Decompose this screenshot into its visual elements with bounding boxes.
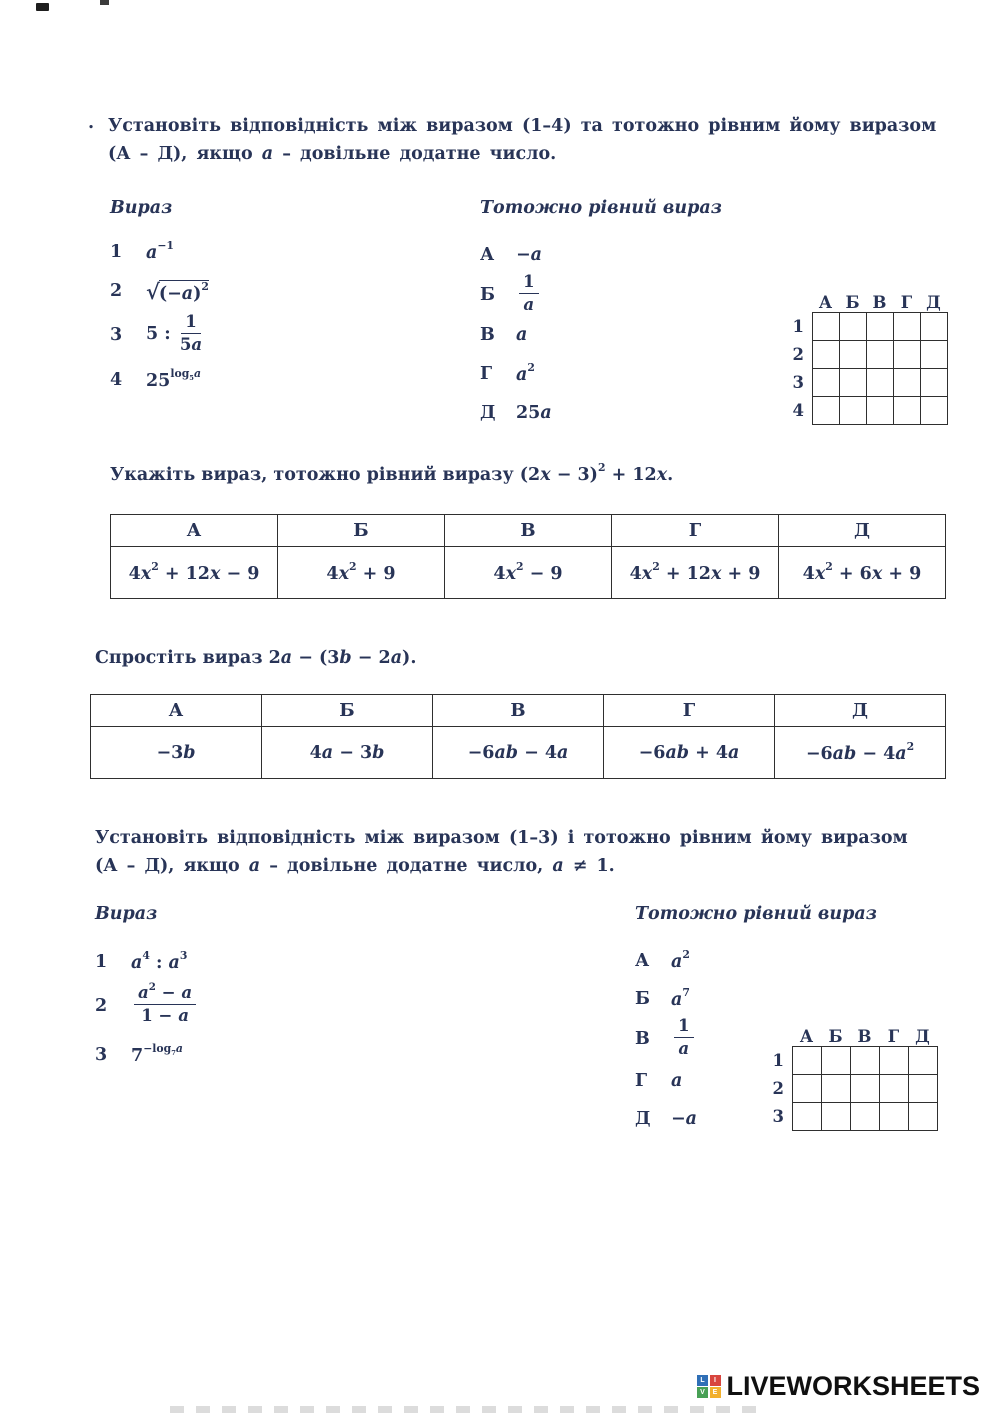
task4-option-a [635,946,690,976]
option-letter: А [635,951,650,971]
task1-option-d [480,398,552,428]
item-number: 1 [110,242,123,262]
item-number: 1 [95,952,108,972]
option-cell[interactable]: $4x^2 - 9$ [445,547,612,599]
answer-cell[interactable] [908,1047,937,1075]
answer-cell[interactable] [839,397,866,425]
task4-equivalent-header: Тотожно рівний вираз [635,904,877,924]
math-expression: −a [516,245,543,265]
answer-cell[interactable] [866,341,893,369]
answer-cell[interactable] [812,397,839,425]
answer-cell[interactable] [879,1103,908,1131]
answer-cell[interactable] [850,1047,879,1075]
task1-prompt [108,112,953,169]
math-expression: $25^{log_5a}$ [146,367,202,391]
task4-option-d [635,1104,697,1134]
task1-option-v [480,320,527,350]
task1-item-1 [110,236,174,268]
task4-option-v [635,1016,697,1062]
answer-cell[interactable] [792,1103,821,1131]
answer-cell[interactable] [866,313,893,341]
item-number: 2 [95,996,108,1016]
math-expression: $a^2$ [671,948,690,972]
option-header-cell: А [91,695,262,727]
grid-column-letter: В [857,1026,872,1046]
option-cell[interactable]: $-6ab - 4a^2$ [775,727,946,779]
option-header-cell: В [433,695,604,727]
answer-cell[interactable] [908,1103,937,1131]
option-header-cell: А [111,515,278,547]
answer-cell[interactable] [893,369,920,397]
grid-header-row [788,292,947,313]
option-header-cell: Г [612,515,779,547]
grid-row [788,313,947,341]
answer-cell[interactable] [866,397,893,425]
option-letter: Г [635,1071,648,1091]
math-expression: $\frac{1}{a}$ [516,274,542,315]
option-cell[interactable]: $4x^2 + 12x + 9$ [612,547,779,599]
answer-cell[interactable] [920,341,947,369]
options-header-row [91,695,946,727]
task4-prompt-line2: (А – Д), якщо a – довільне додатне число, a ≠ 1. [95,856,615,877]
scan-artifact [36,3,49,11]
answer-cell[interactable] [879,1047,908,1075]
answer-cell[interactable] [821,1103,850,1131]
option-letter: Д [635,1109,651,1129]
answer-cell[interactable] [850,1075,879,1103]
answer-cell[interactable] [812,341,839,369]
option-letter: В [635,1029,650,1049]
answer-cell[interactable] [812,369,839,397]
grid-column-letter: Г [900,292,913,312]
option-letter: Д [480,403,496,423]
task2-prompt: Укажіть вираз, тотожно рівний виразу $(2x - 3)^2 + 12x$. [110,461,674,485]
option-letter: Б [480,285,495,305]
math-expression: 5 : $\frac{1}{5a}$ [146,311,203,354]
grid-row-number: 3 [772,1107,784,1126]
task4-item-1 [95,946,187,978]
task1-expression-header: Вираз [110,198,173,218]
item-number: 3 [110,325,123,345]
option-cell[interactable]: $4x^2 + 12x - 9$ [111,547,278,599]
math-expression: $√(-a)^2$ [146,278,209,304]
grid-header-row [768,1026,937,1047]
math-expression: $a^2$ [516,361,535,385]
grid-row [768,1075,937,1103]
task4-option-b [635,984,690,1014]
option-header-cell: В [445,515,612,547]
answer-cell[interactable] [792,1047,821,1075]
option-cell[interactable]: $4x^2 + 6x + 9$ [779,547,946,599]
answer-cell[interactable] [920,313,947,341]
grid-row-number: 4 [792,401,804,420]
task4-item-3 [95,1038,183,1072]
answer-cell[interactable] [866,369,893,397]
task1-equivalent-header: Тотожно рівний вираз [480,198,722,218]
options-header-row [111,515,946,547]
grid-row-number: 2 [792,345,804,364]
math-expression: 25a [516,403,552,423]
option-header-cell: Б [262,695,433,727]
logo-square: L [697,1375,708,1386]
grid-row [788,369,947,397]
option-cell[interactable]: 4a − 3b [262,727,433,779]
options-value-row [111,547,946,599]
option-cell[interactable]: $4x^2 + 9$ [278,547,445,599]
option-letter: Б [635,989,650,1009]
answer-cell[interactable] [839,369,866,397]
task1-answer-grid [788,292,948,425]
grid-row [768,1047,937,1075]
grid-row-number: 1 [772,1051,784,1070]
task3-options-table [90,694,946,779]
grid-row-number: 3 [792,373,804,392]
grid-row-number: 1 [792,317,804,336]
grid-column-letter: Б [828,1026,843,1046]
task4-expression-header: Вираз [95,904,158,924]
grid-corner [788,292,812,313]
task3-prompt: Спростіть вираз 2a − (3b − 2a). [95,648,417,668]
question-number-fragment: . [88,113,95,133]
logo-square: V [697,1387,708,1398]
options-value-row [91,727,946,779]
task1-option-b [480,272,542,318]
math-expression: $\frac{1}{a}$ [671,1018,697,1059]
option-cell[interactable]: −6ab + 4a [604,727,775,779]
task1-item-3 [110,312,205,358]
option-cell[interactable]: −6ab − 4a [433,727,604,779]
task1-item-2 [110,274,209,308]
math-expression: a [516,325,528,345]
math-expression: $a^7$ [671,986,690,1010]
option-letter: Г [480,364,493,384]
answer-cell[interactable] [812,313,839,341]
option-header-cell: Д [775,695,946,727]
task1-option-g [480,358,535,390]
grid-column-letter: А [818,292,833,312]
task1-option-a [480,240,542,270]
option-cell[interactable]: −3b [91,727,262,779]
liveworksheets-wordmark: LIVEWORKSHEETS [726,1371,981,1401]
item-number: 4 [110,370,123,390]
option-letter: А [480,245,495,265]
grid-column-letter: Г [887,1026,900,1046]
answer-cell[interactable] [893,341,920,369]
answer-cell[interactable] [893,397,920,425]
option-header-cell: Д [779,515,946,547]
grid-row-number: 2 [772,1079,784,1098]
answer-cell[interactable] [920,397,947,425]
grid-column-letter: Б [845,292,860,312]
liveworksheets-brand-link[interactable] [697,1371,980,1402]
answer-cell[interactable] [792,1075,821,1103]
grid-corner [768,1026,792,1047]
answer-cell[interactable] [908,1075,937,1103]
math-expression: a [671,1071,683,1091]
task1-item-4 [110,362,201,398]
task4-answer-grid [768,1026,938,1131]
task2-options-table [110,514,946,599]
answer-cell[interactable] [839,313,866,341]
answer-cell[interactable] [821,1047,850,1075]
scan-artifact [100,0,109,5]
task1-prompt-line2: (А – Д), якщо a – довільне додатне число. [108,144,557,165]
logo-square: I [710,1375,721,1386]
grid-column-letter: Д [915,1026,930,1046]
item-number: 3 [95,1045,108,1065]
option-letter: В [480,325,495,345]
math-expression: $\frac{a^2 - a}{1 - a}$ [131,985,199,1026]
task4-option-g [635,1066,682,1096]
grid-row [768,1103,937,1131]
math-expression: $a^4$ : $a^3$ [131,949,188,973]
answer-cell[interactable] [920,369,947,397]
task4-item-2 [95,980,199,1032]
option-header-cell: Б [278,515,445,547]
answer-cell[interactable] [821,1075,850,1103]
answer-cell[interactable] [879,1075,908,1103]
grid-row [788,397,947,425]
task1-prompt-line1: Установіть відповідність між виразом (1–4) та тотожно рівним йому виразом [108,116,937,136]
grid-column-letter: Д [926,292,941,312]
answer-cell[interactable] [850,1103,879,1131]
math-expression: $a^{-1}$ [146,239,174,263]
cropped-text-artifact [170,1406,760,1413]
answer-cell[interactable] [839,341,866,369]
liveworksheets-logo-icon [697,1375,721,1399]
option-header-cell: Г [604,695,775,727]
answer-cell[interactable] [893,313,920,341]
math-expression: $7^{-log_7a}$ [131,1042,183,1066]
task4-prompt-line1: Установіть відповідність між виразом (1–3) і тотожно рівним йому виразом [95,828,908,848]
task4-prompt [95,824,945,881]
math-expression: −a [671,1109,698,1129]
grid-column-letter: В [872,292,887,312]
item-number: 2 [110,281,123,301]
logo-square: E [710,1387,721,1398]
grid-row [788,341,947,369]
grid-column-letter: А [799,1026,814,1046]
